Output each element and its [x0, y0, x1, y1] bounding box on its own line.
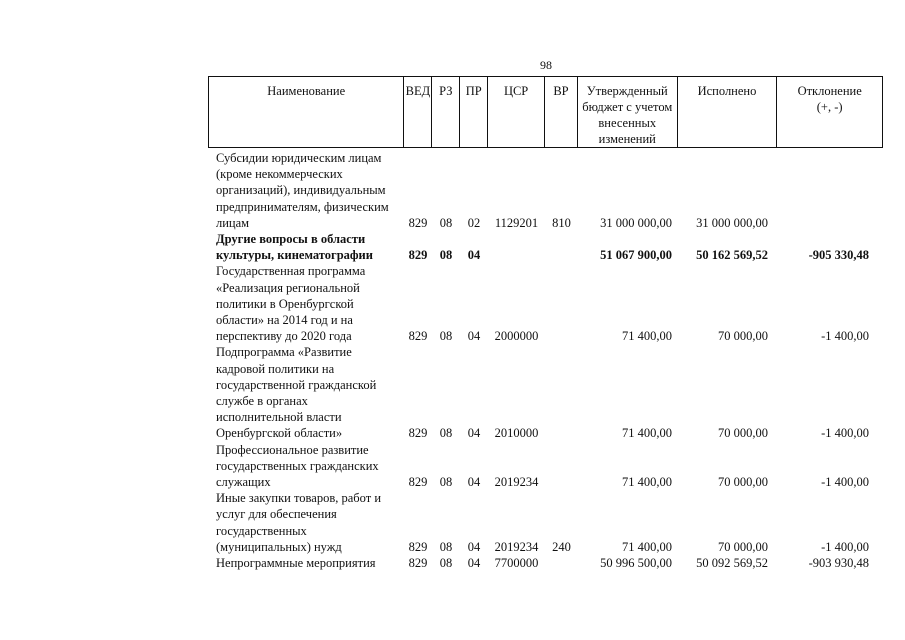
- deviation-cell: -1 400,00: [821, 539, 869, 554]
- ved-cell: 829: [408, 329, 428, 344]
- executed-cell: 70 000,00: [718, 475, 768, 490]
- pr-cell: 04: [467, 248, 481, 263]
- ved-cell: 829: [408, 426, 428, 441]
- name-line: государственных: [216, 523, 307, 538]
- pr-cell: 02: [467, 215, 481, 230]
- executed-cell: 70 000,00: [718, 539, 768, 554]
- name-line: служащих: [216, 475, 271, 490]
- approved-cell: 31 000 000,00: [600, 215, 672, 230]
- header-approved: [578, 77, 678, 147]
- name-line: культуры, кинематографии: [216, 248, 373, 263]
- header-rz: РЗ: [432, 77, 460, 147]
- header-name: Наименование: [209, 77, 404, 147]
- name-line: исполнительной власти: [216, 410, 342, 425]
- header-deviation-line: (+, -): [816, 100, 843, 114]
- name-line: области» на 2014 год и на: [216, 313, 353, 328]
- name-line: Профессиональное развитие: [216, 442, 369, 457]
- deviation-cell: -905 330,48: [808, 248, 869, 263]
- name-line: перспективу до 2020 года: [216, 329, 352, 344]
- executed-cell: 70 000,00: [718, 426, 768, 441]
- name-line: государственной гражданской: [216, 377, 377, 392]
- vr-cell: 810: [552, 215, 571, 230]
- executed-cell: 70 000,00: [718, 329, 768, 344]
- name-line: Подпрограмма «Развитие: [216, 345, 352, 360]
- approved-cell: 51 067 900,00: [600, 248, 672, 263]
- table-row: [208, 555, 883, 571]
- pr-cell: 04: [467, 556, 481, 571]
- header-vr: ВР: [545, 77, 578, 147]
- pr-cell: 04: [467, 539, 481, 554]
- name-line: лицам: [216, 215, 250, 230]
- ved-cell: 829: [408, 248, 428, 263]
- name-line: «Реализация региональной: [216, 280, 360, 295]
- name-line: организаций), индивидуальным: [216, 183, 386, 198]
- table-row: [208, 231, 883, 263]
- table-row: [208, 344, 883, 441]
- name-line: Субсидии юридическим лицам: [216, 151, 382, 165]
- rz-cell: 08: [439, 248, 453, 263]
- header-ved: ВЕД: [404, 77, 432, 147]
- table-header: [208, 76, 883, 148]
- table-row: [208, 263, 883, 344]
- name-line: (муниципальных) нужд: [216, 539, 342, 554]
- name-line: кадровой политики на: [216, 361, 335, 376]
- approved-cell: 71 400,00: [622, 475, 672, 490]
- ved-cell: 829: [408, 475, 428, 490]
- csr-cell: 2019234: [494, 539, 539, 554]
- rz-cell: 08: [439, 215, 453, 230]
- executed-cell: 50 162 569,52: [696, 248, 768, 263]
- csr-cell: 2010000: [494, 426, 539, 441]
- name-cell: [208, 442, 404, 491]
- approved-cell: 71 400,00: [622, 539, 672, 554]
- name-line: предпринимателям, физическим: [216, 199, 389, 214]
- name-line: политики в Оренбургской: [216, 296, 354, 311]
- approved-cell: 71 400,00: [622, 426, 672, 441]
- rz-cell: 08: [439, 329, 453, 344]
- executed-cell: 50 092 569,52: [696, 556, 768, 571]
- name-line: Государственная программа: [216, 264, 366, 279]
- name-cell: [208, 231, 404, 263]
- header-approved-line: бюджет с учетом: [582, 100, 673, 114]
- deviation-cell: -903 930,48: [808, 556, 869, 571]
- name-line: услуг для обеспечения: [216, 507, 337, 522]
- name-line: Оренбургской области»: [216, 426, 343, 441]
- rz-cell: 08: [439, 426, 453, 441]
- header-approved-line: Утвержденный: [586, 84, 668, 98]
- header-approved-line: изменений: [598, 132, 656, 146]
- name-line: (кроме некоммерческих: [216, 167, 343, 182]
- pr-cell: 04: [467, 426, 481, 441]
- deviation-cell: -1 400,00: [821, 329, 869, 344]
- table-body: [208, 150, 883, 571]
- header-approved-line: внесенных: [598, 116, 657, 130]
- approved-cell: 71 400,00: [622, 329, 672, 344]
- header-deviation-line: Отклонение: [797, 84, 862, 98]
- name-cell: [208, 344, 404, 441]
- csr-cell: 2019234: [494, 475, 539, 490]
- csr-cell: 7700000: [494, 556, 539, 571]
- name-line: Непрограммные мероприятия: [216, 556, 376, 571]
- rz-cell: 08: [439, 556, 453, 571]
- name-cell: [208, 555, 404, 571]
- deviation-cell: -1 400,00: [821, 426, 869, 441]
- name-line: Иные закупки товаров, работ и: [216, 491, 382, 506]
- deviation-cell: -1 400,00: [821, 475, 869, 490]
- approved-cell: 50 996 500,00: [600, 556, 672, 571]
- vr-cell: 240: [552, 539, 571, 554]
- csr-cell: 2000000: [494, 329, 539, 344]
- name-cell: [208, 263, 404, 344]
- header-csr: ЦСР: [488, 77, 545, 147]
- rz-cell: 08: [439, 539, 453, 554]
- table-row: [208, 490, 883, 555]
- name-cell: [208, 150, 404, 231]
- table-row: [208, 150, 883, 231]
- csr-cell: 1129201: [494, 215, 539, 230]
- ved-cell: 829: [408, 556, 428, 571]
- pr-cell: 04: [467, 329, 481, 344]
- page-number: 98: [540, 58, 552, 72]
- name-line: Другие вопросы в области: [216, 232, 366, 247]
- rz-cell: 08: [439, 475, 453, 490]
- ved-cell: 829: [408, 215, 428, 230]
- ved-cell: 829: [408, 539, 428, 554]
- executed-cell: 31 000 000,00: [696, 215, 768, 230]
- name-line: службе в органах: [216, 394, 308, 409]
- header-pr: ПР: [460, 77, 488, 147]
- pr-cell: 04: [467, 475, 481, 490]
- name-line: государственных гражданских: [216, 458, 379, 473]
- header-deviation: [777, 77, 882, 147]
- header-executed: Исполнено: [678, 77, 778, 147]
- name-cell: [208, 490, 404, 555]
- table-row: [208, 442, 883, 491]
